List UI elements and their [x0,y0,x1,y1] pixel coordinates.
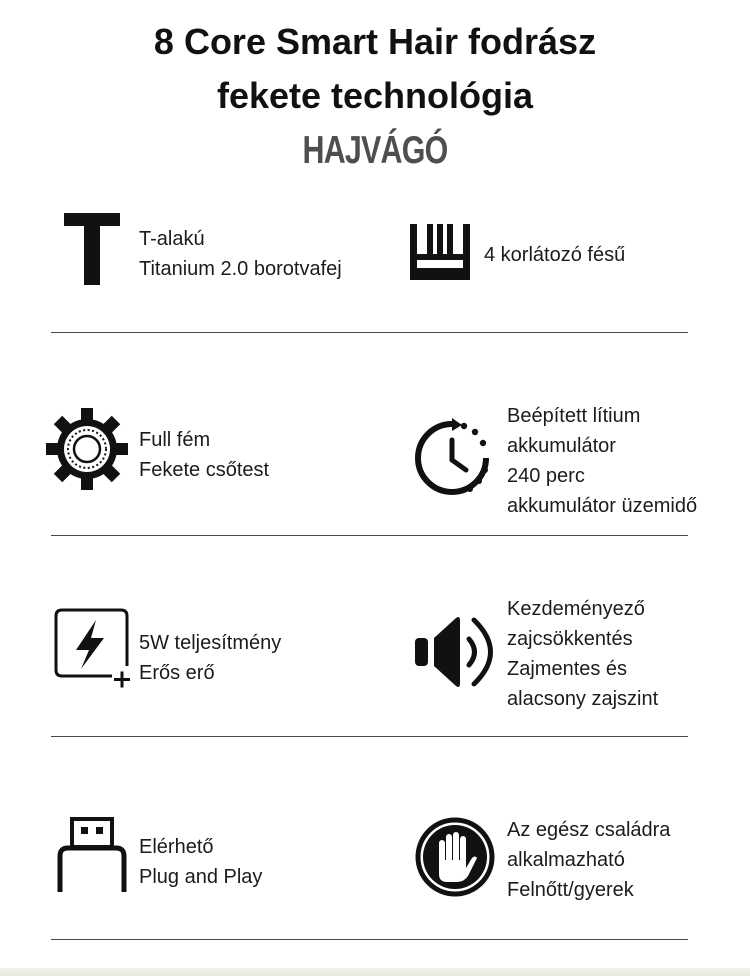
speaker-icon [412,612,502,692]
hand-icon [414,816,496,898]
feature-text-line: 240 perc [507,465,585,487]
usb-icon [56,816,128,892]
title-line-1: 8 Core Smart Hair fodrász [153,21,597,62]
feature-text-line: Erős erő [139,662,215,684]
feature-text-line: akkumulátor [507,435,616,457]
feature-text-line: 5W teljesítmény [139,632,282,654]
comb-icon [410,224,470,280]
divider [51,332,688,333]
feature-text-line: Kezdeményező [507,598,645,620]
feature-text-line: Az egész családra [507,819,671,841]
bottom-strip [0,968,750,976]
feature-text-line: Felnőtt/gyerek [507,879,634,901]
feature-text-line: alacsony zajszint [507,688,659,710]
feature-text-line: Titanium 2.0 borotvafej [139,258,342,280]
title-line-2: fekete technológia [216,75,534,116]
t-shape-icon [64,213,120,285]
feature-text-line: akkumulátor üzemidő [507,495,698,517]
feature-text-line: Plug and Play [139,866,263,888]
divider [51,535,688,536]
feature-text-line: Elérhető [139,836,214,858]
feature-text-line: T-alakú [139,228,205,250]
divider [51,939,688,940]
feature-text-line: 4 korlátozó fésű [484,244,626,266]
divider [51,736,688,737]
feature-text-line: Zajmentes és [507,658,628,680]
lightning-icon [52,607,134,689]
clock-icon [412,418,492,498]
feature-text-line: Fekete csőtest [139,459,270,481]
feature-text-line: Full fém [139,429,211,451]
gear-icon [46,408,128,490]
feature-text-line: zajcsökkentés [507,628,633,650]
feature-text-line: alkalmazható [507,849,625,871]
product-name: HAJVÁGÓ [302,129,448,172]
feature-text-line: Beépített lítium [507,405,641,427]
